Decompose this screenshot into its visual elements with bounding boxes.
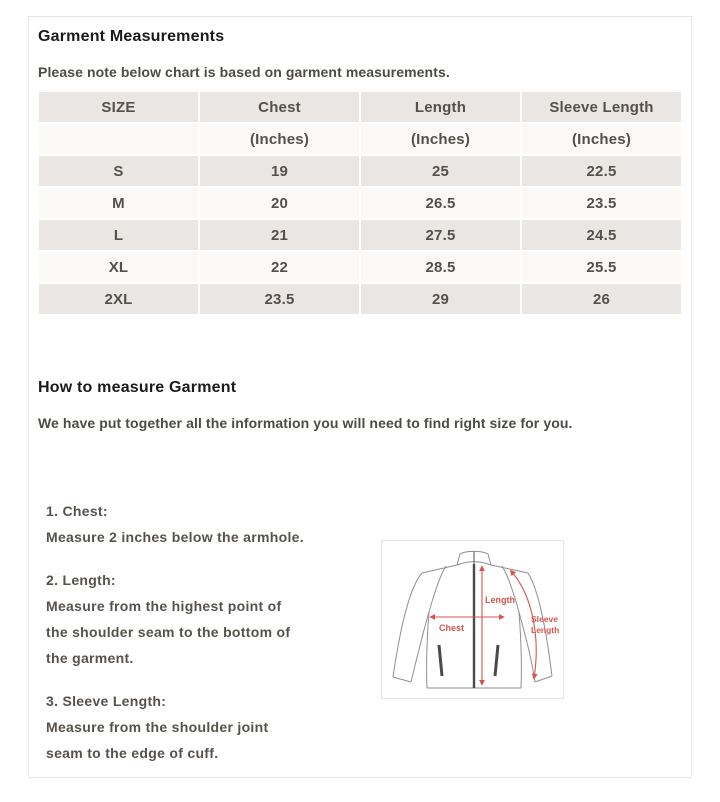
- units-cell: (Inches): [199, 123, 360, 155]
- table-row-2xl: [38, 283, 682, 315]
- units-cell: [38, 123, 199, 155]
- chest-arrow-label: Chest: [439, 623, 465, 633]
- chest-cell: 22: [199, 251, 360, 283]
- how-to-measure-intro: We have put together all the information you will need to find right size for you.: [38, 415, 573, 431]
- size-cell: M: [38, 187, 199, 219]
- sleeve-cell: 22.5: [521, 155, 682, 187]
- chest-cell: 20: [199, 187, 360, 219]
- size-cell: XL: [38, 251, 199, 283]
- size-cell: L: [38, 219, 199, 251]
- col-header-length: Length: [360, 91, 521, 123]
- length-cell: 27.5: [360, 219, 521, 251]
- step-text: Measure from the highest point of: [46, 598, 282, 614]
- how-to-measure-title: How to measure Garment: [38, 379, 237, 396]
- table-units-row: [38, 123, 682, 155]
- size-cell: 2XL: [38, 283, 199, 315]
- sleeve-cell: 25.5: [521, 251, 682, 283]
- table-header-row: [38, 91, 682, 123]
- sleeve-cell: 23.5: [521, 187, 682, 219]
- step-label: 1. Chest:: [46, 503, 108, 519]
- step-label: 2. Length:: [46, 572, 116, 588]
- sleeve-arrow-label-line2: Length: [531, 625, 560, 635]
- measure-section: [46, 498, 683, 778]
- length-cell: 29: [360, 283, 521, 315]
- length-cell: 25: [360, 155, 521, 187]
- units-cell: (Inches): [521, 123, 682, 155]
- chest-cell: 19: [199, 155, 360, 187]
- length-arrow-label: Length: [485, 595, 515, 605]
- col-header-sleeve: Sleeve Length: [521, 91, 682, 123]
- table-row-xl: [38, 251, 682, 283]
- step-label: 3. Sleeve Length:: [46, 693, 167, 709]
- measurements-note: Please note below chart is based on garment measurements.: [38, 64, 450, 80]
- jacket-outline: [393, 551, 552, 688]
- length-cell: 26.5: [360, 187, 521, 219]
- size-cell: S: [38, 155, 199, 187]
- step-chest: [46, 498, 354, 550]
- measurement-labels: [439, 595, 559, 635]
- col-header-size: SIZE: [38, 91, 199, 123]
- length-cell: 28.5: [360, 251, 521, 283]
- step-length: [46, 567, 354, 671]
- step-text: the shoulder seam to the bottom of: [46, 624, 291, 640]
- jacket-pockets: [439, 645, 498, 676]
- chest-cell: 21: [199, 219, 360, 251]
- step-text: Measure 2 inches below the armhole.: [46, 529, 304, 545]
- step-text: the garment.: [46, 650, 134, 666]
- measure-steps: [46, 498, 354, 778]
- step-sleeve-length: [46, 688, 354, 766]
- step-text: Measure from the shoulder joint: [46, 719, 269, 735]
- sleeve-arrow-label-line1: Sleeve: [531, 614, 558, 624]
- sleeve-cell: 24.5: [521, 219, 682, 251]
- step-text: seam to the edge of cuff.: [46, 745, 219, 761]
- units-cell: (Inches): [360, 123, 521, 155]
- table-row-s: [38, 155, 682, 187]
- garment-measure-diagram: [381, 540, 564, 699]
- table-row-l: [38, 219, 682, 251]
- table-row-m: [38, 187, 682, 219]
- jacket-diagram-illustration: [382, 541, 563, 698]
- size-chart-panel: [28, 16, 692, 778]
- garment-measurements-title: Garment Measurements: [38, 28, 225, 45]
- chest-cell: 23.5: [199, 283, 360, 315]
- size-table: [37, 90, 683, 316]
- sleeve-cell: 26: [521, 283, 682, 315]
- col-header-chest: Chest: [199, 91, 360, 123]
